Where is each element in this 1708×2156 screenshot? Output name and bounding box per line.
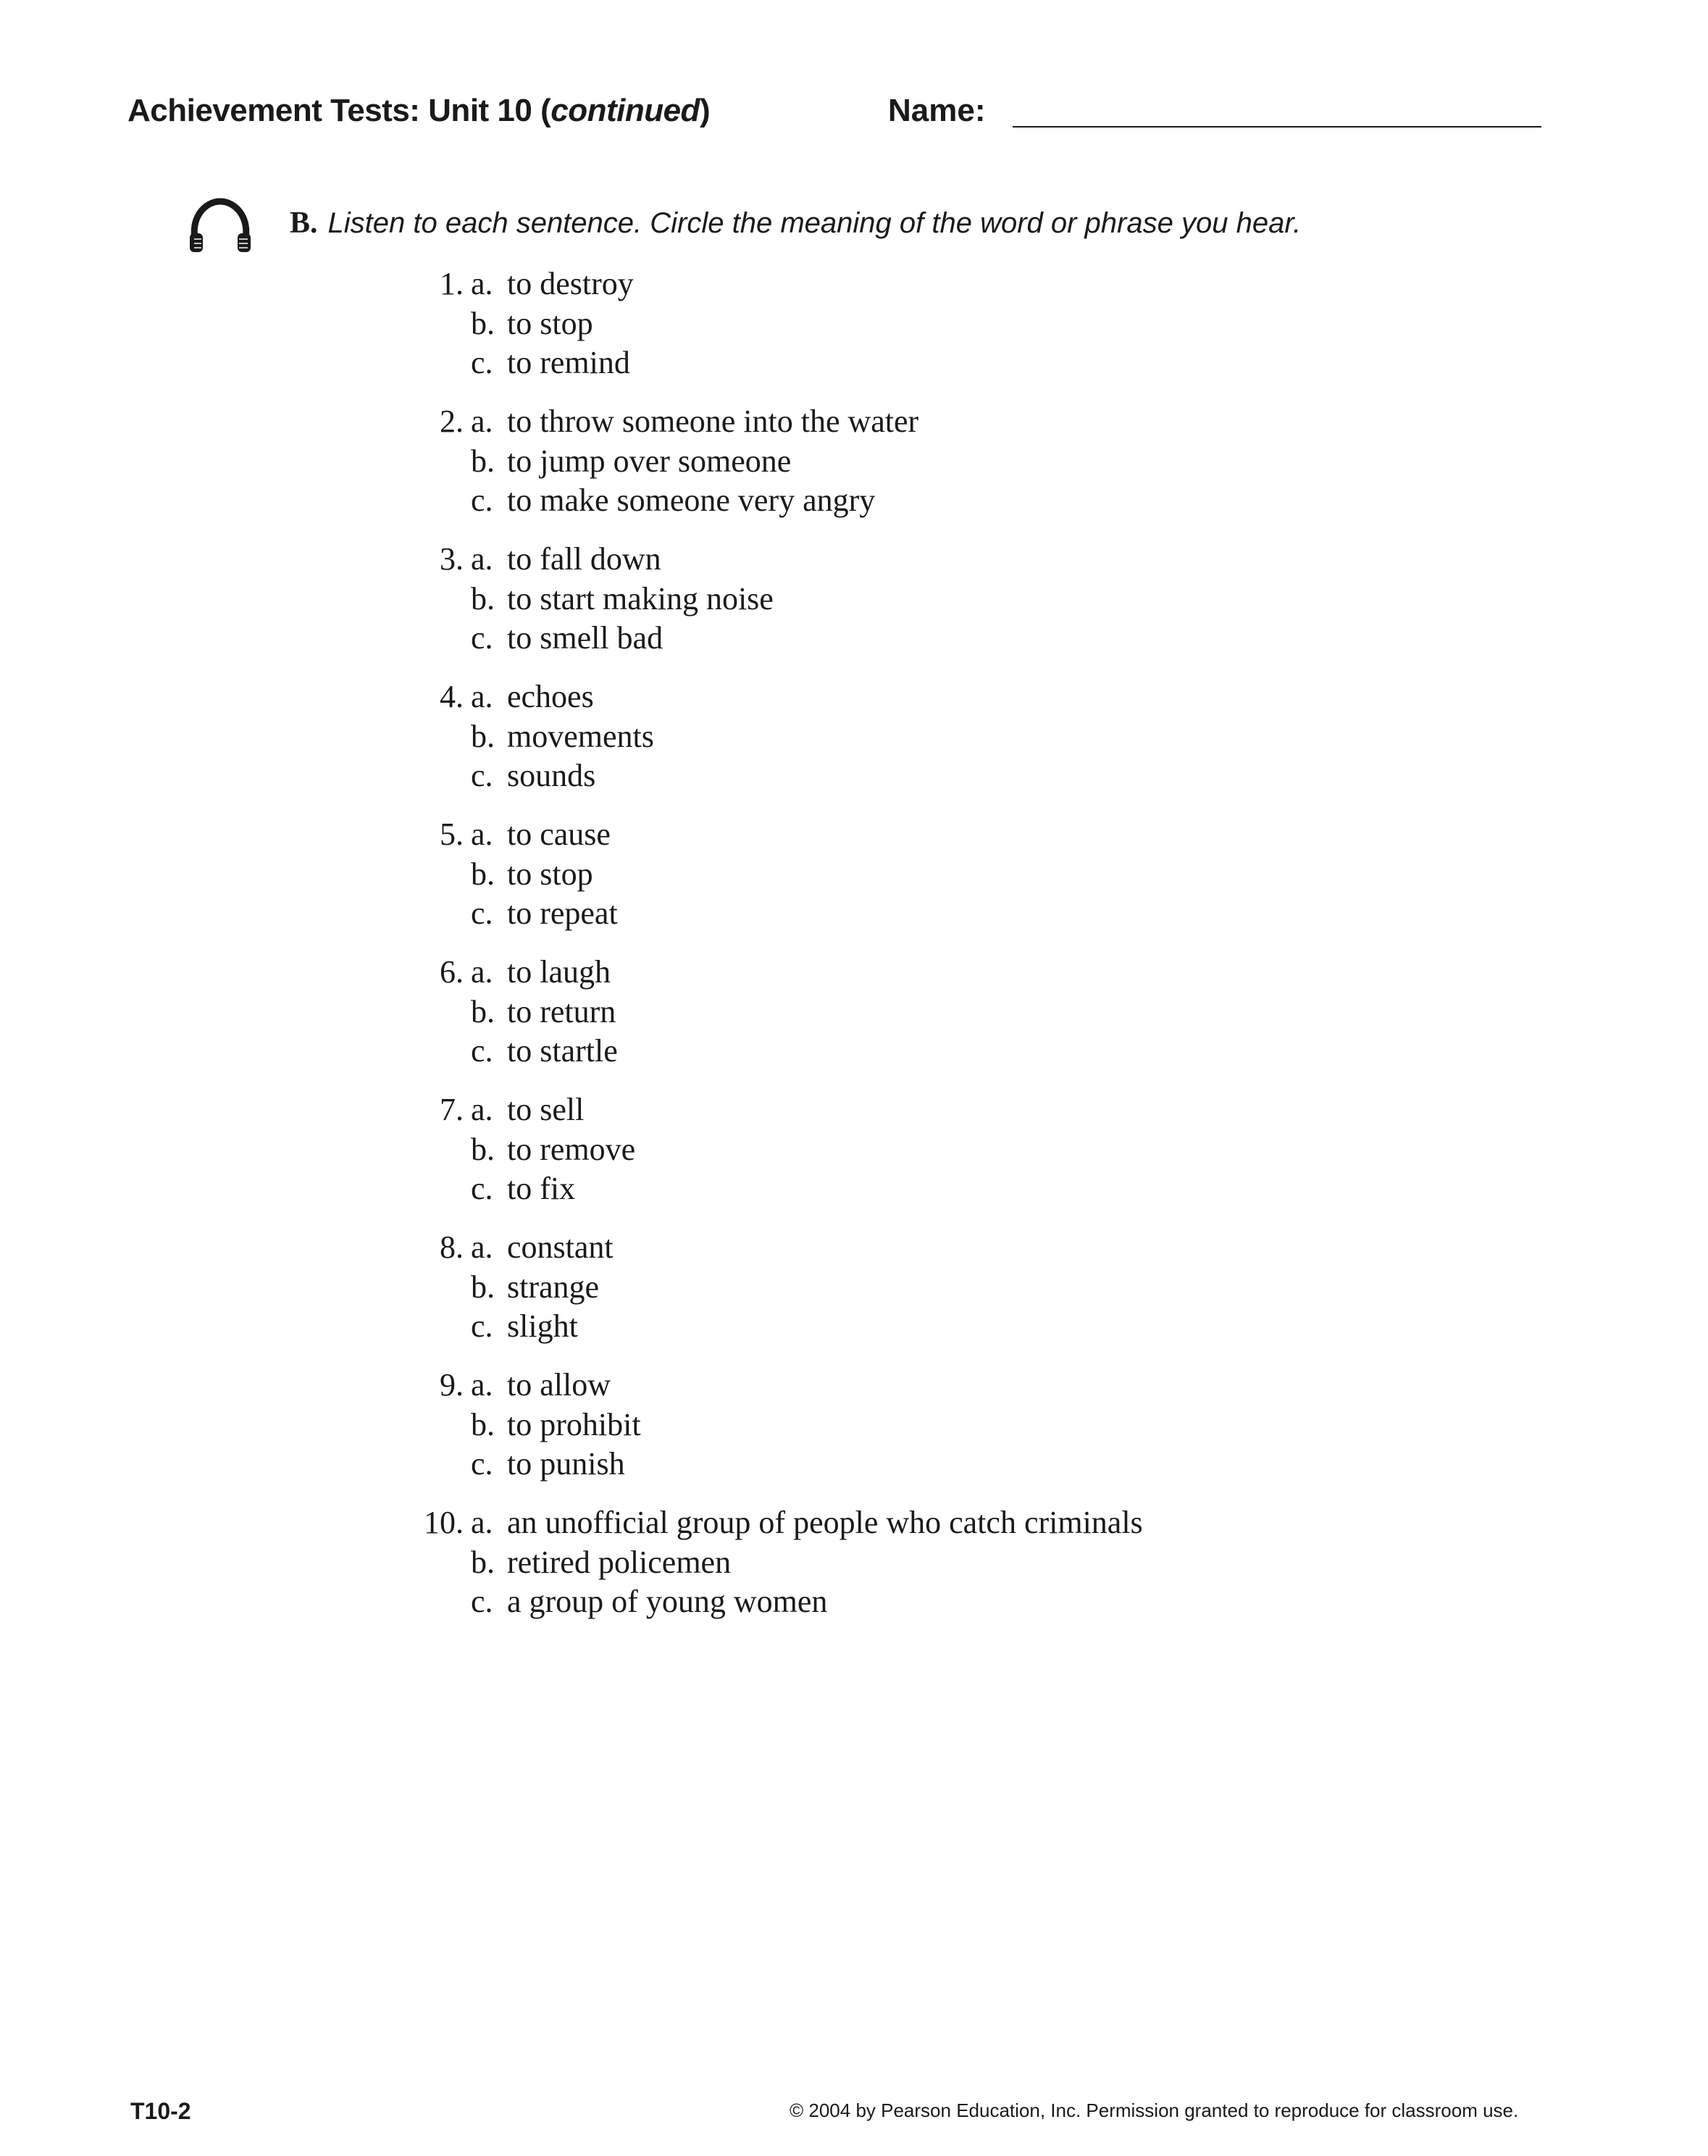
answer-option[interactable] — [471, 347, 630, 379]
answer-option[interactable] — [471, 406, 918, 438]
option-letter: c. — [471, 620, 493, 656]
answer-option[interactable] — [471, 443, 792, 479]
option-letter: c. — [471, 345, 493, 380]
question-number: 2. — [440, 404, 464, 439]
answer-option[interactable] — [471, 816, 611, 852]
question-number: 7. — [440, 1092, 464, 1127]
answer-option[interactable] — [471, 543, 661, 575]
answer-option[interactable] — [471, 1406, 641, 1442]
option-letter: a. — [471, 266, 493, 301]
option-letter: a. — [471, 679, 493, 714]
option-letter: a. — [471, 1092, 493, 1127]
option-text: to stop — [507, 305, 593, 341]
option-text: to sell — [507, 1092, 585, 1127]
option-letter: a. — [471, 404, 493, 439]
answer-option[interactable] — [471, 1094, 584, 1126]
option-text: movements — [507, 718, 654, 754]
answer-option[interactable] — [471, 622, 663, 654]
option-letter: c. — [471, 1033, 493, 1069]
option-letter: a. — [471, 1505, 493, 1540]
option-text: a group of young women — [507, 1584, 828, 1619]
question-number: 4. — [440, 679, 464, 714]
option-text: to remind — [507, 345, 630, 380]
page-title-continued: continued — [551, 93, 700, 128]
page-code: T10-2 — [130, 2098, 191, 2124]
option-letter: c. — [471, 1584, 493, 1619]
option-text: to throw someone into the water — [507, 404, 919, 439]
option-letter: a. — [471, 1367, 493, 1403]
answer-option[interactable] — [471, 956, 611, 988]
option-text: to fix — [507, 1171, 576, 1206]
option-letter: a. — [471, 954, 493, 990]
answer-option[interactable] — [471, 718, 654, 754]
option-text: to return — [507, 993, 616, 1029]
question-number: 6. — [440, 954, 464, 990]
option-letter: b. — [471, 1544, 495, 1580]
option-letter: b. — [471, 856, 495, 892]
copyright-notice: © 2004 by Pearson Education, Inc. Permission granted to reproduce for classroom use. — [790, 2099, 1519, 2121]
option-letter: a. — [471, 541, 493, 577]
page-title-close: ) — [699, 93, 711, 128]
answer-option[interactable] — [471, 1131, 636, 1167]
page-title — [127, 93, 710, 129]
option-text: to startle — [507, 1033, 618, 1069]
option-letter: a. — [471, 816, 493, 852]
section-heading — [290, 206, 1301, 241]
question-number: 1. — [440, 266, 464, 301]
page-title-text: Achievement Tests: Unit 10 ( — [127, 93, 551, 128]
option-text: to cause — [507, 816, 611, 852]
name-field-line[interactable] — [1013, 126, 1541, 128]
option-letter: c. — [471, 482, 493, 518]
answer-option[interactable] — [471, 1369, 611, 1401]
answer-option[interactable] — [471, 1229, 614, 1265]
answer-option[interactable] — [471, 1271, 599, 1303]
option-letter: b. — [471, 305, 495, 341]
answer-option[interactable] — [471, 1308, 578, 1344]
answer-option[interactable] — [471, 580, 774, 617]
answer-option[interactable] — [471, 760, 595, 792]
answer-option[interactable] — [471, 895, 618, 931]
answer-option[interactable] — [471, 1507, 1143, 1539]
section-letter: B. — [290, 206, 318, 240]
answer-option[interactable] — [471, 858, 593, 890]
answer-option[interactable] — [471, 1544, 732, 1580]
name-label: Name: — [888, 93, 986, 128]
option-text: an unofficial group of people who catch criminals — [507, 1505, 1143, 1540]
answer-option[interactable] — [471, 1173, 575, 1205]
option-letter: b. — [471, 443, 495, 479]
option-text: to fall down — [507, 541, 661, 577]
question-number: 8. — [440, 1229, 464, 1265]
option-text: to stop — [507, 856, 593, 892]
question-number: 10. — [424, 1505, 464, 1540]
question-number: 5. — [440, 816, 464, 852]
option-letter: a. — [471, 1229, 493, 1265]
option-text: retired policemen — [507, 1544, 732, 1580]
option-letter: b. — [471, 580, 495, 617]
option-text: to make someone very angry — [507, 482, 876, 518]
option-text: to destroy — [507, 266, 634, 301]
option-text: to laugh — [507, 954, 611, 990]
option-letter: b. — [471, 1269, 495, 1305]
option-letter: b. — [471, 993, 495, 1029]
option-text: to prohibit — [507, 1406, 641, 1442]
option-letter: c. — [471, 1308, 493, 1344]
option-text: constant — [507, 1229, 614, 1265]
option-text: sounds — [507, 758, 596, 793]
option-text: to allow — [507, 1367, 611, 1403]
option-letter: c. — [471, 1446, 493, 1482]
answer-option[interactable] — [471, 268, 634, 300]
option-text: slight — [507, 1308, 578, 1344]
answer-option[interactable] — [471, 1586, 827, 1618]
section-instruction: Listen to each sentence. Circle the meaning of the word or phrase you hear. — [327, 207, 1302, 239]
option-text: echoes — [507, 679, 594, 714]
answer-option[interactable] — [471, 1035, 618, 1067]
option-letter: b. — [471, 718, 495, 754]
option-text: strange — [507, 1269, 600, 1305]
answer-option[interactable] — [471, 482, 876, 518]
option-text: to start making noise — [507, 580, 774, 617]
option-letter: b. — [471, 1131, 495, 1167]
answer-option[interactable] — [471, 305, 593, 341]
answer-option[interactable] — [471, 681, 594, 713]
option-text: to punish — [507, 1446, 625, 1482]
option-text: to smell bad — [507, 620, 663, 656]
option-letter: c. — [471, 758, 493, 793]
option-letter: c. — [471, 895, 493, 931]
option-text: to repeat — [507, 895, 618, 931]
question-number: 9. — [440, 1367, 464, 1403]
option-letter: c. — [471, 1171, 493, 1206]
headphones-icon — [185, 197, 255, 255]
option-text: to remove — [507, 1131, 636, 1167]
answer-option[interactable] — [471, 1448, 625, 1480]
answer-option[interactable] — [471, 993, 616, 1029]
option-letter: b. — [471, 1406, 495, 1442]
option-text: to jump over someone — [507, 443, 792, 479]
question-number: 3. — [440, 541, 464, 577]
